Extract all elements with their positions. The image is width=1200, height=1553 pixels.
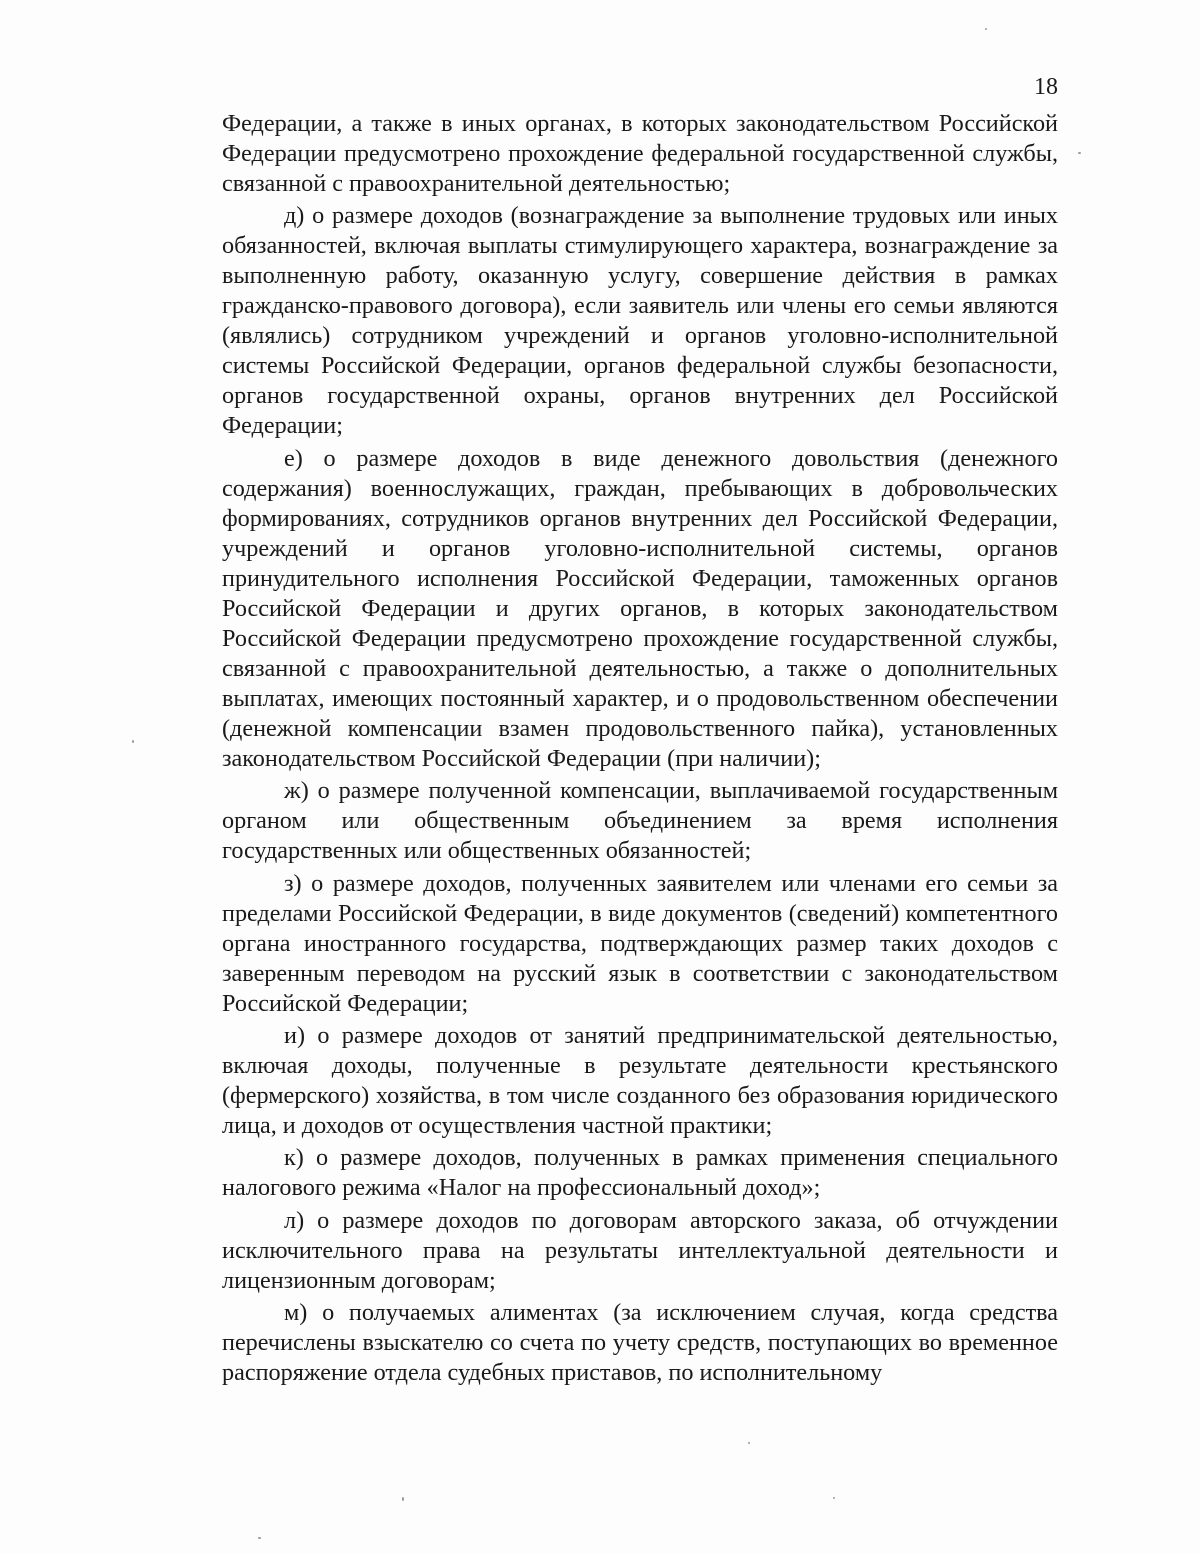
document-body bbox=[222, 109, 1058, 1391]
paragraph-l: л) о размере доходов по договорам авторского заказа, об отчуждении исключительного права на результаты интеллектуальной деятельности и лицензионным договорам; bbox=[222, 1206, 1058, 1294]
page-number: 18 bbox=[1034, 74, 1058, 100]
paragraph-i: и) о размере доходов от занятий предпринимательской деятельностью, включая доходы, полученные в результате деятельности крестьянского (фермерского) хозяйства, в том числе созданного без образования юридического лица, и доходов от осуществления частной практики; bbox=[222, 1021, 1058, 1139]
scan-speck bbox=[258, 1537, 261, 1539]
paragraph-z: з) о размере доходов, полученных заявителем или членами его семьи за пределами Российской Федерации, в виде документов (сведений) компетентного органа иностранного государства, подтверждающих размер таких доходов с заверенным переводом на русский язык в соответствии с законодательством Российской Федерации; bbox=[222, 869, 1058, 1017]
paragraph-e: е) о размере доходов в виде денежного довольствия (денежного содержания) военнослужащих, граждан, пребывающих в добровольческих формированиях, сотрудников органов внутренних дел Российской Федерации, учреждений и органов уголовно-исполнительной системы, органов принудительного исполнения Российской Федерации, таможенных органов Российской Федерации и других органов, в которых законодательством Российской Федерации предусмотрено прохождение государственной службы, связанной с правоохранительной деятельностью, а также о дополнительных выплатах, имеющих постоянный характер, и о продовольственном обеспечении (денежной компенсации взамен продовольственного пайка), установленных законодательством Российской Федерации (при наличии); bbox=[222, 444, 1058, 772]
scan-speck bbox=[132, 740, 134, 743]
paragraph-m: м) о получаемых алиментах (за исключением случая, когда средства перечислены взыскателю со счета по учету средств, поступающих во временное распоряжение отдела судебных приставов, по исполнительному bbox=[222, 1299, 1058, 1387]
paragraph-continuation: Федерации, а также в иных органах, в которых законодательством Российской Федерации предусмотрено прохождение федеральной государственной службы, связанной с правоохранительной деятельностью; bbox=[222, 110, 1058, 197]
paragraph-d: д) о размере доходов (вознаграждение за выполнение трудовых или иных обязанностей, включая выплаты стимулирующего характера, вознаграждение за выполненную работу, оказанную услугу, совершение действия в рамках гражданско-правового договора), если заявитель или члены его семьи являются (являлись) сотрудником учреждений и органов уголовно-исполнительной системы Российской Федерации, органов федеральной службы безопасности, органов государственной охраны, органов внутренних дел Российской Федерации; bbox=[222, 202, 1058, 440]
scan-speck bbox=[985, 28, 987, 30]
scan-speck bbox=[402, 1497, 404, 1501]
scan-speck bbox=[833, 1497, 835, 1499]
paragraph-zh: ж) о размере полученной компенсации, выплачиваемой государственным органом или общественным объединением за время исполнения государственных или общественных обязанностей; bbox=[222, 777, 1058, 865]
scan-speck bbox=[1078, 152, 1081, 154]
scan-speck bbox=[748, 1442, 750, 1444]
paragraph-k: к) о размере доходов, полученных в рамках применения специального налогового режима «Налог на профессиональный доход»; bbox=[222, 1144, 1058, 1202]
